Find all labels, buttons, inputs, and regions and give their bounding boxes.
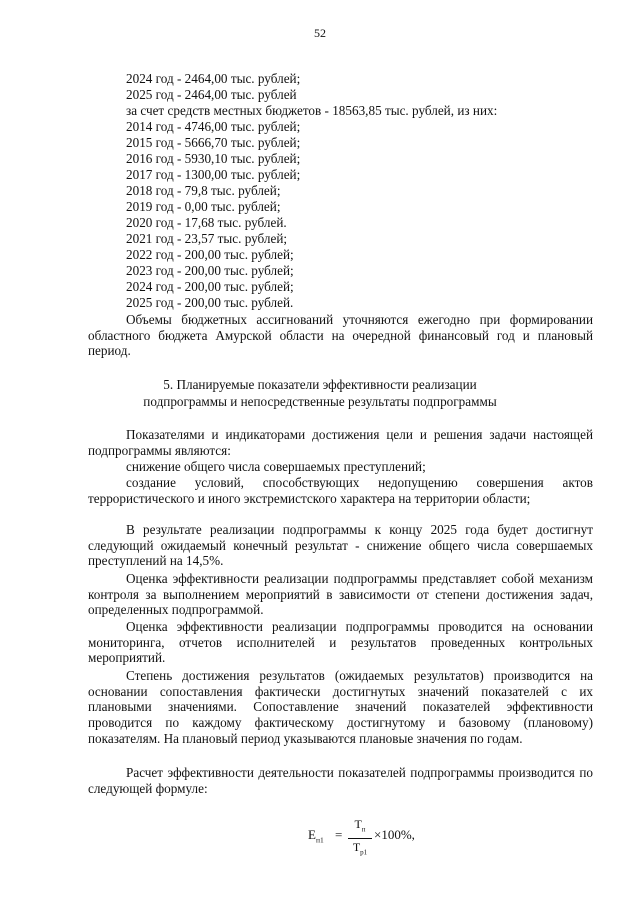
indicator-item: снижение общего числа совершаемых преступлений; [126,459,426,474]
funding-line: 2016 год - 5930,10 тыс. рублей; [126,151,301,166]
formula-denominator-symbol: Т [352,840,361,855]
funding-line: 2020 год - 17,68 тыс. рублей. [126,215,287,230]
budget-note: Объемы бюджетных ассигнований уточняются ежегодно при формировании областного бюджета Амурской области на очередной финансовый год и плановый период. [88,312,593,359]
funding-line: 2025 год - 200,00 тыс. рублей. [126,295,294,310]
funding-line: 2019 год - 0,00 тыс. рублей; [126,199,281,214]
page-number: 52 [314,26,326,40]
indicator-item: создание условий, способствующих недопущению совершения актов террористического и иного экстремистского характера на территории области; [88,475,593,506]
efficiency-formula [308,817,448,857]
formula-numerator [348,818,372,836]
funding-line: 2014 год - 4746,00 тыс. рублей; [126,119,301,134]
calculation-paragraph: Расчет эффективности деятельности показателей подпрограммы производится по следующей формуле: [88,765,593,796]
funding-line: 2017 год - 1300,00 тыс. рублей; [126,167,301,182]
funding-line: 2021 год - 23,57 тыс. рублей; [126,231,288,246]
formula-numerator-subscript: п [361,825,366,834]
funding-line: 2018 год - 79,8 тыс. рублей; [126,183,281,198]
funding-line: 2025 год - 2464,00 тыс. рублей [126,87,297,102]
formula-denominator [348,841,372,859]
fraction-bar [348,838,372,839]
funding-line: 2022 год - 200,00 тыс. рублей; [126,247,294,262]
formula-lhs-symbol: Е [308,827,316,842]
formula-lhs [308,827,324,845]
formula-numerator-symbol: Т [354,817,362,831]
evaluation-mechanism-paragraph: Оценка эффективности реализации подпрограммы представляет собой механизм контроля за выполнением мероприятий в зависимости от степени достижения задач, определенных подпрограммой. [88,571,593,618]
funding-line: 2024 год - 200,00 тыс. рублей; [126,279,294,294]
formula-fraction [348,818,372,860]
formula-lhs-subscript: п1 [315,835,324,845]
evaluation-basis-paragraph: Оценка эффективности реализации подпрограммы проводится на основании мониторинга, отчетов исполнителей и результатов проведенных контрольных мероприятий. [88,619,593,666]
formula-denominator-subscript: р1 [360,848,368,857]
formula-equals: = [335,827,343,842]
funding-line: 2023 год - 200,00 тыс. рублей; [126,263,294,278]
section-heading-line1: 5. Планируемые показатели эффективности реализации [163,377,477,392]
formula-multiplier: ×100%, [374,827,415,842]
result-paragraph: В результате реализации подпрограммы к концу 2025 года будет достигнут следующий ожидаемый конечный результат - снижение общего числа совершаемых преступлений на 14,5%. [88,522,593,569]
intro-paragraph: Показателями и индикаторами достижения цели и решения задачи настоящей подпрограммы являются: [88,427,593,458]
funding-line: 2015 год - 5666,70 тыс. рублей; [126,135,301,150]
funding-line: за счет средств местных бюджетов - 18563,85 тыс. рублей, из них: [126,103,498,118]
funding-line: 2024 год - 2464,00 тыс. рублей; [126,71,301,86]
section-heading-line2: подпрограммы и непосредственные результаты подпрограммы [143,394,497,409]
achievement-degree-paragraph: Степень достижения результатов (ожидаемых результатов) производится на основании сопоставления фактически достигнутых значений показателей с их плановыми значениями. Сопоставление значений показателей эффективности проводится по каждому фактическому достигнутому и базовому (плановому) показателям. На плановый период указываются плановые значения по годам. [88,668,593,746]
